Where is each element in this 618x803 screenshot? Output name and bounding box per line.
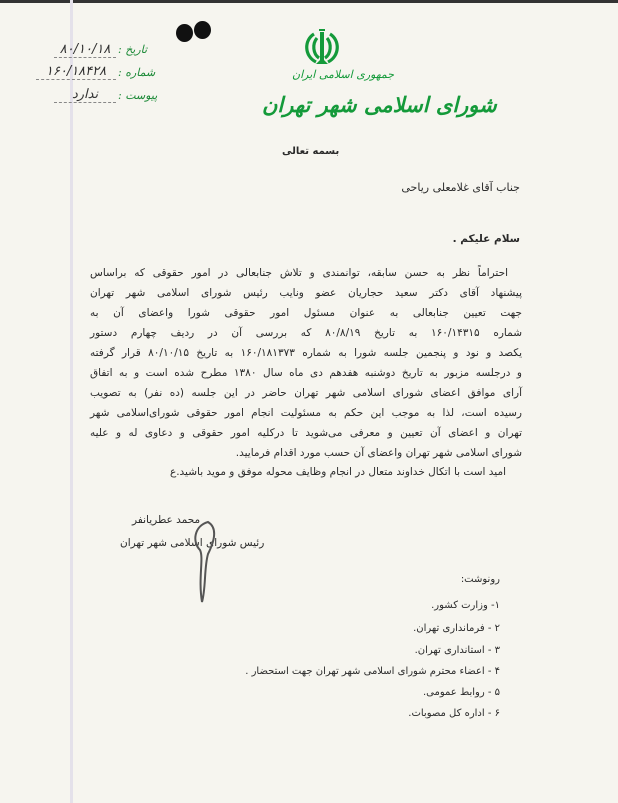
scan-margin-line bbox=[70, 0, 73, 803]
signer-title: رئیس شورای اسلامی شهر تهران bbox=[120, 537, 265, 549]
copy-item: ۶ - اداره کل مصوبات. bbox=[408, 708, 500, 719]
body-line: پیشنهاد آقای دکتر سعید حجاریان عضو ونایب رئیس شورای اسلامی شهر تهران bbox=[90, 287, 522, 299]
closing: امید است با اتکال خداوند متعال در انجام وظایف محوله موفق و موید باشید.ع bbox=[169, 466, 506, 478]
body-line: و درجلسه مزبور به تاریخ دوشنبه هفدهم دی ماه سال ۱۳۸۰ مطرح شده است و به اتفاق bbox=[90, 367, 522, 379]
organization-name: شورای اسلامی شهر تهران bbox=[262, 92, 497, 117]
greeting: سلام علیکم . bbox=[452, 233, 520, 245]
body-line: آرای موافق اعضای شورای اسلامی شهر تهران حاضر در این جلسه (ده نفر) به تصویب bbox=[90, 387, 522, 399]
signer-name: محمد عطریانفر bbox=[132, 514, 201, 526]
body-line: تهران و اعضای آن تعیین و معرفی می‌شوید تا درکلیه امور حقوقی و دعاوی له و علیه bbox=[90, 427, 522, 439]
body-line: شورای اسلامی شهر تهران واعضای آن حسب مورد اقدام فرمایید. bbox=[235, 447, 522, 459]
attachment-value: ندارد bbox=[54, 87, 116, 103]
body-line: احتراماً نظر به حسن سابقه، توانمندی و تلاش جنابعالی در امور حقوقی که براساس bbox=[90, 267, 508, 279]
recipient: جناب آقای غلامعلی ریاحی bbox=[401, 181, 520, 194]
invocation: بسمه تعالی bbox=[282, 146, 340, 157]
copies-label: رونوشت: bbox=[460, 574, 500, 585]
copy-item: ۵ - روابط عمومی. bbox=[422, 687, 500, 698]
scan-top-edge bbox=[0, 0, 618, 3]
country-name: جمهوری اسلامی ایران bbox=[292, 68, 395, 81]
body-line: رسیده است، لذا به موجب این حکم به مسئولیت انجام امور حقوقی شورای‌اسلامی شهر bbox=[90, 407, 522, 419]
signature bbox=[190, 518, 220, 606]
punch-hole bbox=[176, 24, 193, 42]
body-line: جهت تعیین جنابعالی به عنوان مسئول امور حقوقی شورا واعضای آن به bbox=[90, 307, 522, 319]
copy-item: ۲ - فرمانداری تهران. bbox=[413, 623, 500, 634]
date-value: ۸۰/۱۰/۱۸ bbox=[54, 42, 116, 58]
iran-emblem-icon bbox=[302, 28, 342, 66]
body-line: یکصد و نود و پنجمین جلسه شورا به شماره ۱۶۰/۱۸۱۳۷۳ به تاریخ ۸۰/۱۰/۱۵ قرار گرفته bbox=[90, 347, 522, 359]
number-label: شماره : bbox=[118, 66, 156, 79]
date-label: تاریخ : bbox=[118, 43, 148, 56]
copy-item: ۴ - اعضاء محترم شورای اسلامی شهر تهران جهت استحضار . bbox=[245, 666, 500, 677]
copy-item: ۳ - استانداری تهران. bbox=[414, 645, 500, 656]
body-line: شماره ۱۶۰/۱۴۳۱۵ به تاریخ ۸۰/۸/۱۹ که بررسی آن در ردیف چهارم دستور bbox=[90, 327, 522, 339]
copy-item: ۱- وزارت کشور. bbox=[431, 600, 500, 611]
punch-hole bbox=[194, 21, 211, 39]
number-value: ۱۶۰/۱۸۴۲۸ bbox=[36, 64, 116, 80]
attachment-label: پیوست : bbox=[118, 89, 158, 102]
